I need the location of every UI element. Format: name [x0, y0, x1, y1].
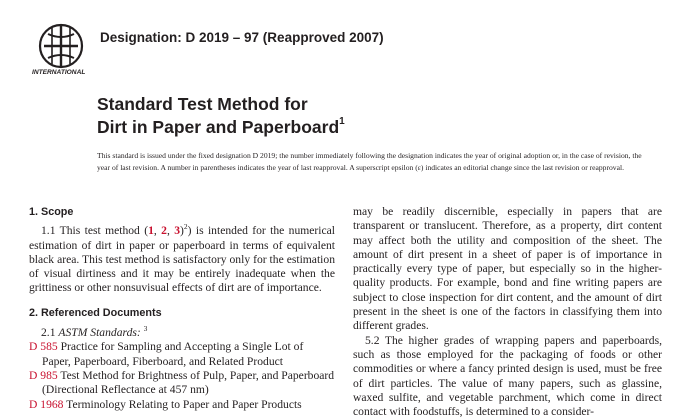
- logo-caption: INTERNATIONAL: [32, 69, 86, 76]
- doc-item-3: D 1968 Terminology Relating to Paper and Paper Products: [29, 397, 302, 411]
- doc-link-d1968[interactable]: D 1968: [29, 397, 64, 411]
- referenced-heading: 2. Referenced Documents: [29, 306, 162, 319]
- designation: Designation: D 2019 – 97 (Reapproved 2007): [100, 30, 384, 45]
- doc-link-d585[interactable]: D 585: [29, 340, 58, 354]
- scope-footnote-mark[interactable]: 2: [183, 222, 188, 232]
- significance-paragraph-2: 5.2 The higher grades of wrapping papers and paperboards, such as those employed for the packaging of foods or other commodities or where a fancy printed design is used, must be free of dirt particles. The value of many papers, such as glassine, waxed sulfite, and vegetable parchment, which come in direct contact with foodstuffs, is determined to a consider-: [353, 333, 662, 419]
- issuance-notice: This standard is issued under the fixed designation D 2019; the number immediately following the designation indicates the year of original adoption or, in the case of revision, the year of last revision. A number in parentheses indicates the year of last reapproval. A superscript epsilon (ε) indicates an editorial change since the last revision or reapproval.: [97, 151, 642, 172]
- document-title: [97, 95, 345, 137]
- scope-paragraph: 1.1 This test method (1, 2, 3)$^2$) is intended for the numerical estimation of dirt in paper or paperboard in terms of equivalent black area. This test method is satisfactory only for the estimation of visual dirtiness and it may be entirely inadequate when the grittiness or other nonsuvisual effects of dirt are of importance.: [29, 222, 336, 295]
- significance-paragraph-1: may be readily discernible, especially in papers that are transparent or translucent. Therefore, as a property, dirt content may affect both the utility and composition of the sheet. The amount of dirt present in a sheet of paper is of importance in practically every type of paper, but especially so in the higher-quality products. For example, bond and fine writing papers are subject to close inspection for dirt content, and the amount of dirt present in the sheet is one of the factors in classifying them into different grades.: [353, 205, 662, 333]
- doc-item-2: D 985 Test Method for Brightness of Pulp, Paper, and Paperboard (Directional Reflectance at 457 nm): [29, 368, 335, 397]
- ref-link-1[interactable]: 1: [148, 224, 154, 238]
- title-line-2: Dirt in Paper and Paperboard$^1$: [97, 116, 345, 137]
- right-column: [353, 205, 662, 419]
- doc-link-d985[interactable]: D 985: [29, 368, 58, 382]
- ref-link-2[interactable]: 2: [161, 224, 167, 238]
- ref-link-3[interactable]: 3: [174, 224, 181, 238]
- scope-heading: 1. Scope: [29, 206, 74, 218]
- astm-standards-footnote-mark[interactable]: 3: [143, 324, 148, 334]
- astm-logo: [30, 20, 92, 80]
- title-line-1: Standard Test Method for: [97, 94, 308, 114]
- title-footnote-mark[interactable]: 1: [339, 116, 345, 127]
- doc-item-1: D 585 Practice for Sampling and Accepting a Single Lot of Paper, Paperboard, Fiberboard, and Related Product: [29, 340, 304, 368]
- left-column: [29, 205, 335, 412]
- astm-standards-subheading: 2.1 ASTM Standards: $^3$: [41, 324, 148, 340]
